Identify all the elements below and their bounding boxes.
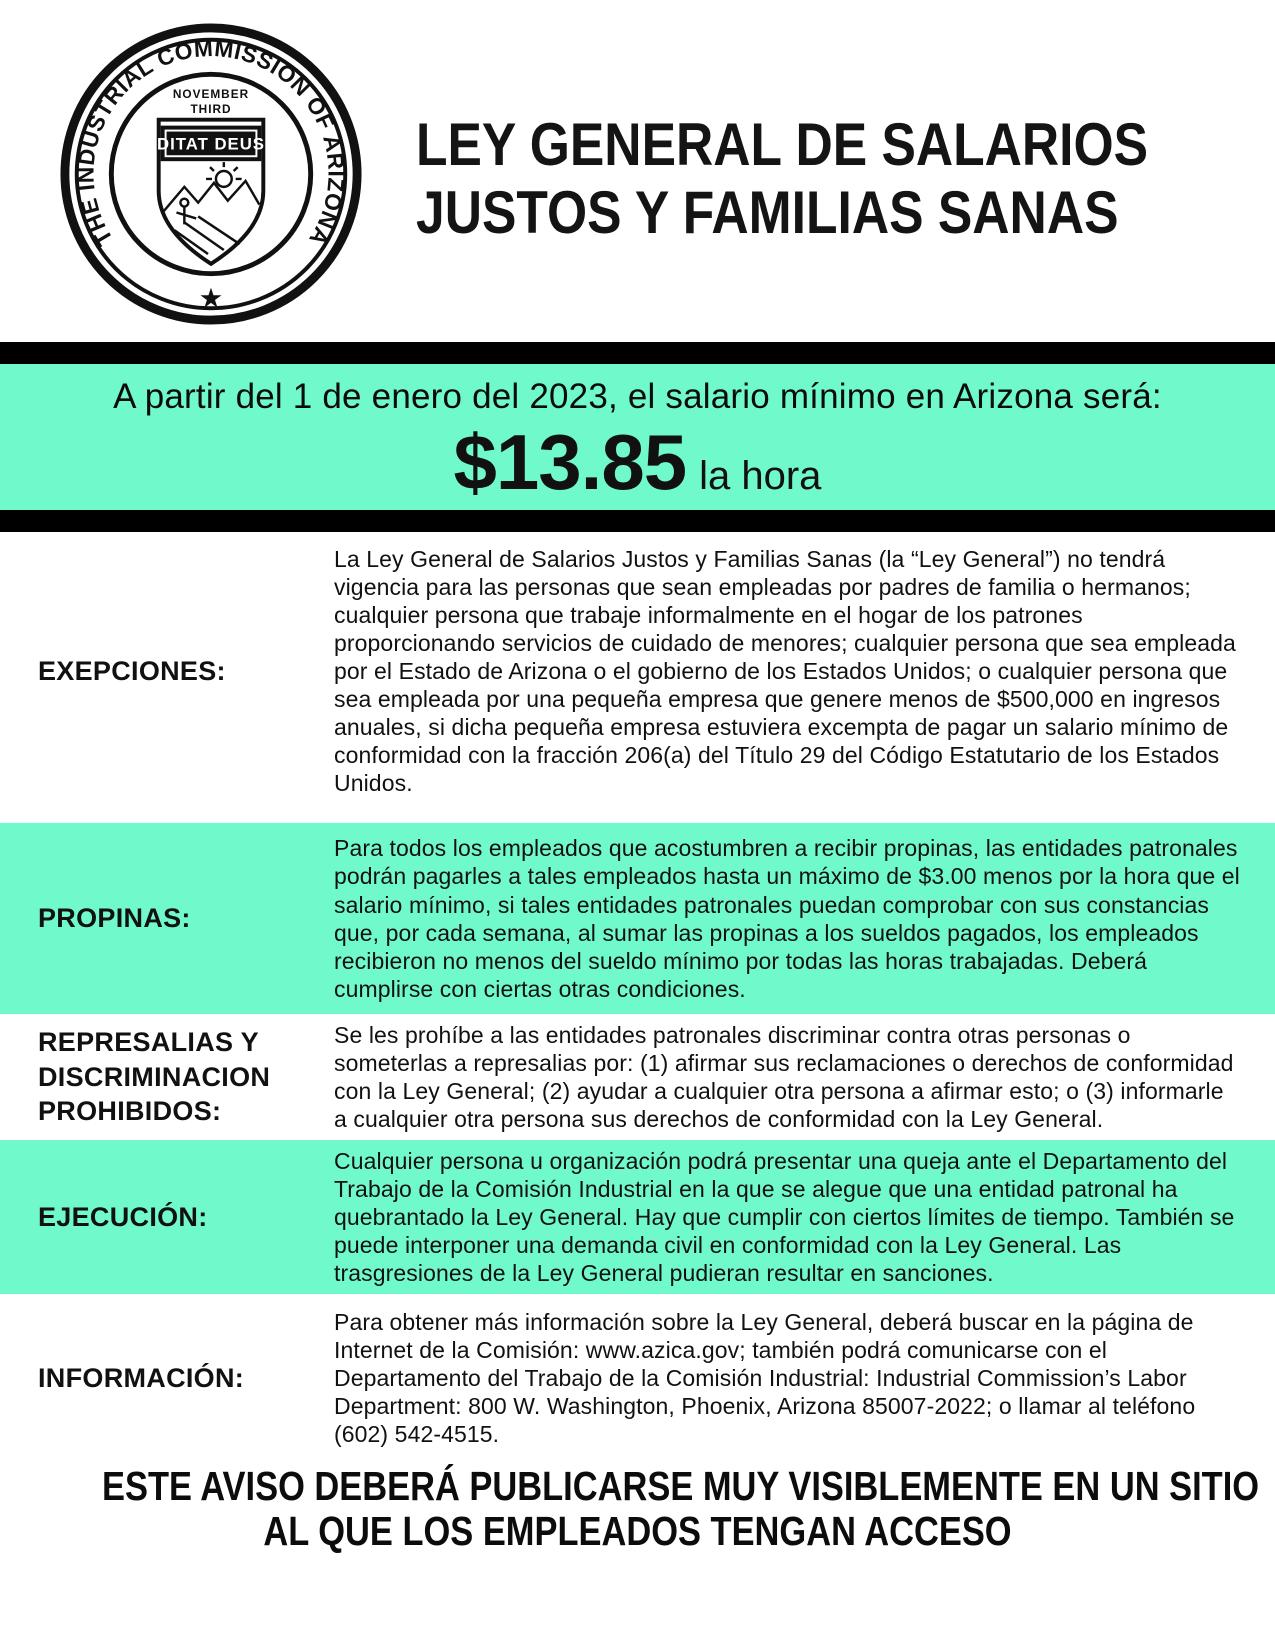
section-exepciones-text: La Ley General de Salarios Justos y Familias Sanas (la “Ley General”) no tendrá vigencia para las personas que sean empleadas por padres de familia o hermanos; cualquier persona que trabaje informalmente en el hogar de los patrones proporcionando servicios de cuidado de menores; cualquier persona que sea empleada por el Estado de Arizona o el gobierno de los Estados Unidos; o cualquier persona que sea empleada por una pequeña empresa que genere menos de $500,000 en ingresos anuales, si dicha pequeña empresa estuviera excempta de pagar un salario mínimo de conformidad con la fracción 206(a) del Título 29 del Código Estatutario de los Estados Unidos. xyxy=(334,546,1236,797)
seal-ring-text: THE INDUSTRIAL COMMISSION OF ARIZONA xyxy=(72,34,350,251)
wage-banner-intro: A partir del 1 de enero del 2023, el salario mínimo en Arizona será: xyxy=(113,377,1162,416)
section-informacion-label: INFORMACIÓN: xyxy=(38,1362,245,1393)
seal-date-line2: THIRD xyxy=(190,101,232,116)
page-title xyxy=(416,111,1148,248)
section-ejecucion xyxy=(0,1140,1275,1294)
section-propinas-text: Para todos los empleados que acostumbren a recibir propinas, las entidades patronales podrán pagarles a tales empleados hasta un máximo de $3.00 menos por la hora que el salario mínimo, si tales entidades patronales puedan comprobar con sus constancias que, por cada semana, al sumar las propinas a los sueldos pagados, los empleados recibieron no menos del sueldo mínimo por todas las horas trabajadas. Deberá cumplirse con ciertas otras condiciones. xyxy=(334,835,1240,1002)
page-title-line1: LEY GENERAL DE SALARIOS xyxy=(416,110,1149,178)
posting-notice-line1: ESTE AVISO DEBERÁ PUBLICARSE MUY VISIBLEMENTE EN UN SITIO xyxy=(102,1463,1260,1510)
divider-bar-top xyxy=(0,342,1275,364)
seal-star-icon: ★ xyxy=(198,282,224,314)
wage-amount-suffix: la hora xyxy=(699,454,822,498)
section-ejecucion-text: Cualquier persona u organización podrá presentar una queja ante el Departamento del Trabajo de la Comisión Industrial en la que se alegue que una entidad patronal ha quebrantado la Ley General. Hay que cumplir con ciertos límites de tiempo. También se puede interponer una demanda civil en conformidad con la Ley General. Las trasgresiones de la Ley General pudieran resultar en sanciones. xyxy=(334,1147,1235,1287)
section-represalias-label: REPRESALIAS Y DISCRIMINACION PROHIBIDOS: xyxy=(38,1026,271,1127)
wage-banner xyxy=(0,364,1275,510)
posting-notice-line2: AL QUE LOS EMPLEADOS TENGAN ACCESO xyxy=(263,1507,1012,1554)
seal-date-line1: NOVEMBER xyxy=(172,86,250,101)
section-exepciones xyxy=(0,532,1275,823)
section-propinas xyxy=(0,823,1275,1013)
page-title-line2: JUSTOS Y FAMILIAS SANAS xyxy=(416,179,1119,246)
section-represalias xyxy=(0,1014,1275,1140)
seal-motto: DITAT DEUS xyxy=(157,134,265,154)
section-informacion xyxy=(0,1294,1275,1458)
wage-amount-row xyxy=(0,417,1275,508)
header xyxy=(0,0,1275,342)
section-exepciones-label: EXEPCIONES: xyxy=(38,655,226,686)
section-informacion-text: Para obtener más información sobre la Ley General, deberá buscar en la página de Internet de la Comisión: www.azica.gov; también podrá comunicarse con el Departamento del Trabajo de la Comisión Industrial: Industrial Commission’s Labor Department: 800 W. Washington, Phoenix, Arizona 85007-2022; o llamar al teléfono (602) 542-4515. xyxy=(334,1309,1196,1448)
industrial-commission-of-arizona-seal-icon xyxy=(58,21,364,327)
section-propinas-label: PROPINAS: xyxy=(38,903,191,934)
section-ejecucion-label: EJECUCIÓN: xyxy=(38,1201,208,1232)
section-represalias-text: Se les prohíbe a las entidades patronales discriminar contra otras personas o someterlas a represalias por: (1) afirmar sus reclamaciones o derechos de conformidad con la Ley General; (2) ayudar a cualquier otra persona a afirmar esto; o (3) informarle a cualquier otra persona sus derechos de conformidad con la Ley General. xyxy=(334,1021,1234,1132)
wage-amount: $13.85 xyxy=(453,418,687,506)
divider-bar-bottom xyxy=(0,510,1275,532)
posting-notice xyxy=(0,1464,1275,1553)
